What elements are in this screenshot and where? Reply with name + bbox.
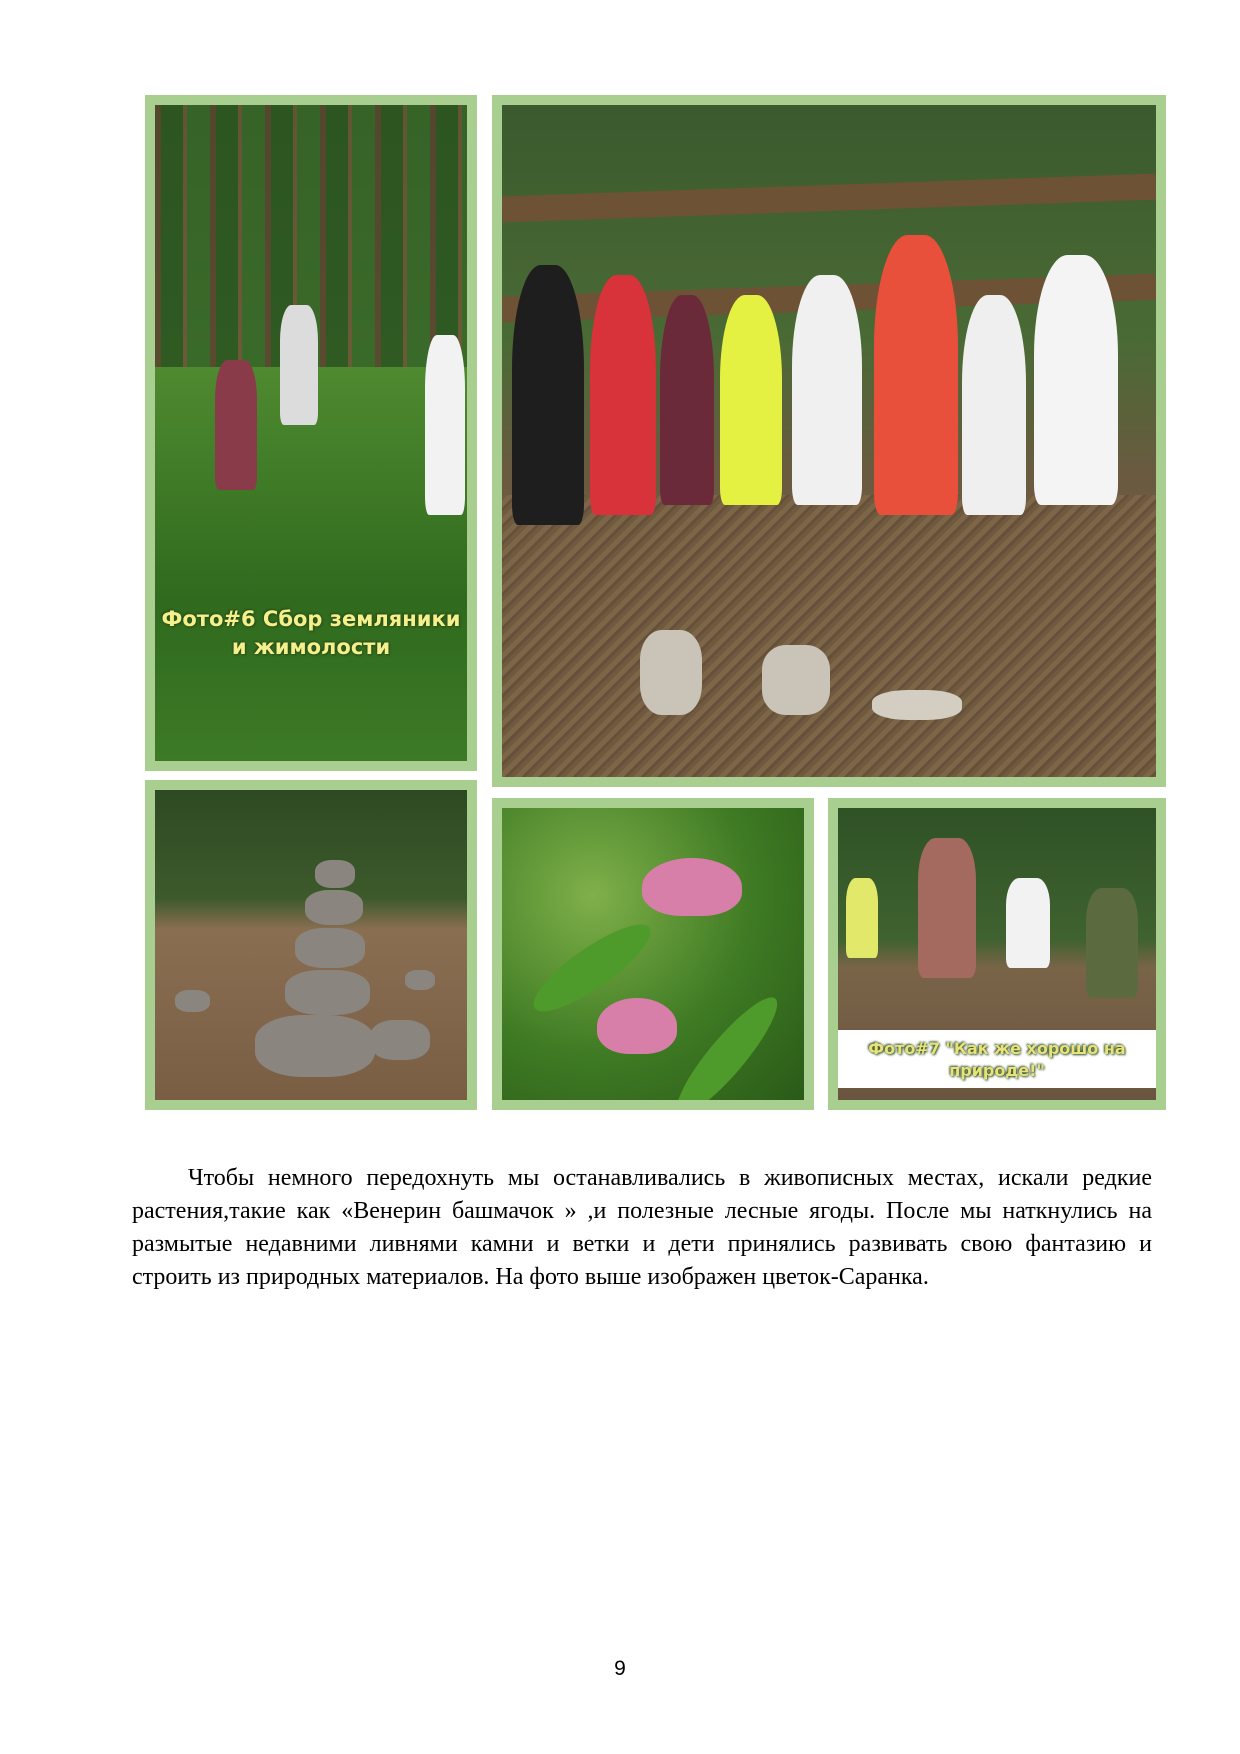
- person-figure: [660, 295, 714, 505]
- photo-group-bench: [492, 95, 1166, 787]
- lily-photo: [502, 808, 804, 1100]
- leaf: [665, 987, 789, 1100]
- body-paragraph: Чтобы немного передохнуть мы останавливались в живописных местах, искали редкие растения,такие как «Венерин башмачок » ,и полезные лесные ягоды. После мы наткнулись на размытые недавними ливнями камни и ветки и дети принялись развивать свою фантазию и строить из природных материалов. На фото выше изображен цветок-Саранка.: [132, 1165, 1152, 1290]
- stone: [255, 1015, 375, 1077]
- child-figure: [918, 838, 976, 978]
- person-figure: [792, 275, 862, 505]
- child-figure: [215, 360, 257, 490]
- stone: [370, 1020, 430, 1060]
- child-figure: [1006, 878, 1050, 968]
- person-figure: [590, 275, 656, 515]
- person-figure: [962, 295, 1026, 515]
- stone-cairn: [762, 645, 830, 715]
- group-photo: [502, 105, 1156, 777]
- child-figure: [280, 305, 318, 425]
- person-figure: [1034, 255, 1118, 505]
- photo-kids-building: [828, 798, 1166, 1110]
- person-figure: [512, 265, 584, 525]
- person-figure: [874, 235, 958, 515]
- child-figure: [846, 878, 878, 958]
- photo6-caption: Фото#6 Сбор земляники и жимолости: [161, 607, 461, 659]
- photo-lily-flower: [492, 798, 814, 1110]
- forest-photo: [155, 105, 467, 761]
- stone-cairn: [640, 630, 702, 715]
- body-paragraph-block: [132, 1162, 1152, 1294]
- grass-area: [155, 367, 467, 761]
- photo-berry-picking: [145, 95, 477, 771]
- page-number: 9: [614, 1657, 626, 1680]
- stone: [285, 970, 370, 1015]
- photo7-caption: Фото#7 "Как же хорошо на природе!": [838, 1030, 1156, 1088]
- forest-floor: [502, 495, 1156, 777]
- lily-flower-bottom: [597, 998, 677, 1054]
- child-figure: [425, 335, 465, 515]
- stone: [405, 970, 435, 990]
- stone: [305, 890, 363, 925]
- person-figure: [720, 295, 782, 505]
- photo-stone-cairn: [145, 780, 477, 1110]
- bench-rail: [502, 174, 1156, 223]
- stone: [295, 928, 365, 968]
- lily-flower-top: [642, 858, 742, 916]
- cairn-photo: [155, 790, 467, 1100]
- building-photo: [838, 808, 1156, 1100]
- stone: [175, 990, 210, 1012]
- child-figure: [1086, 888, 1138, 998]
- stone: [872, 690, 962, 720]
- stone: [315, 860, 355, 888]
